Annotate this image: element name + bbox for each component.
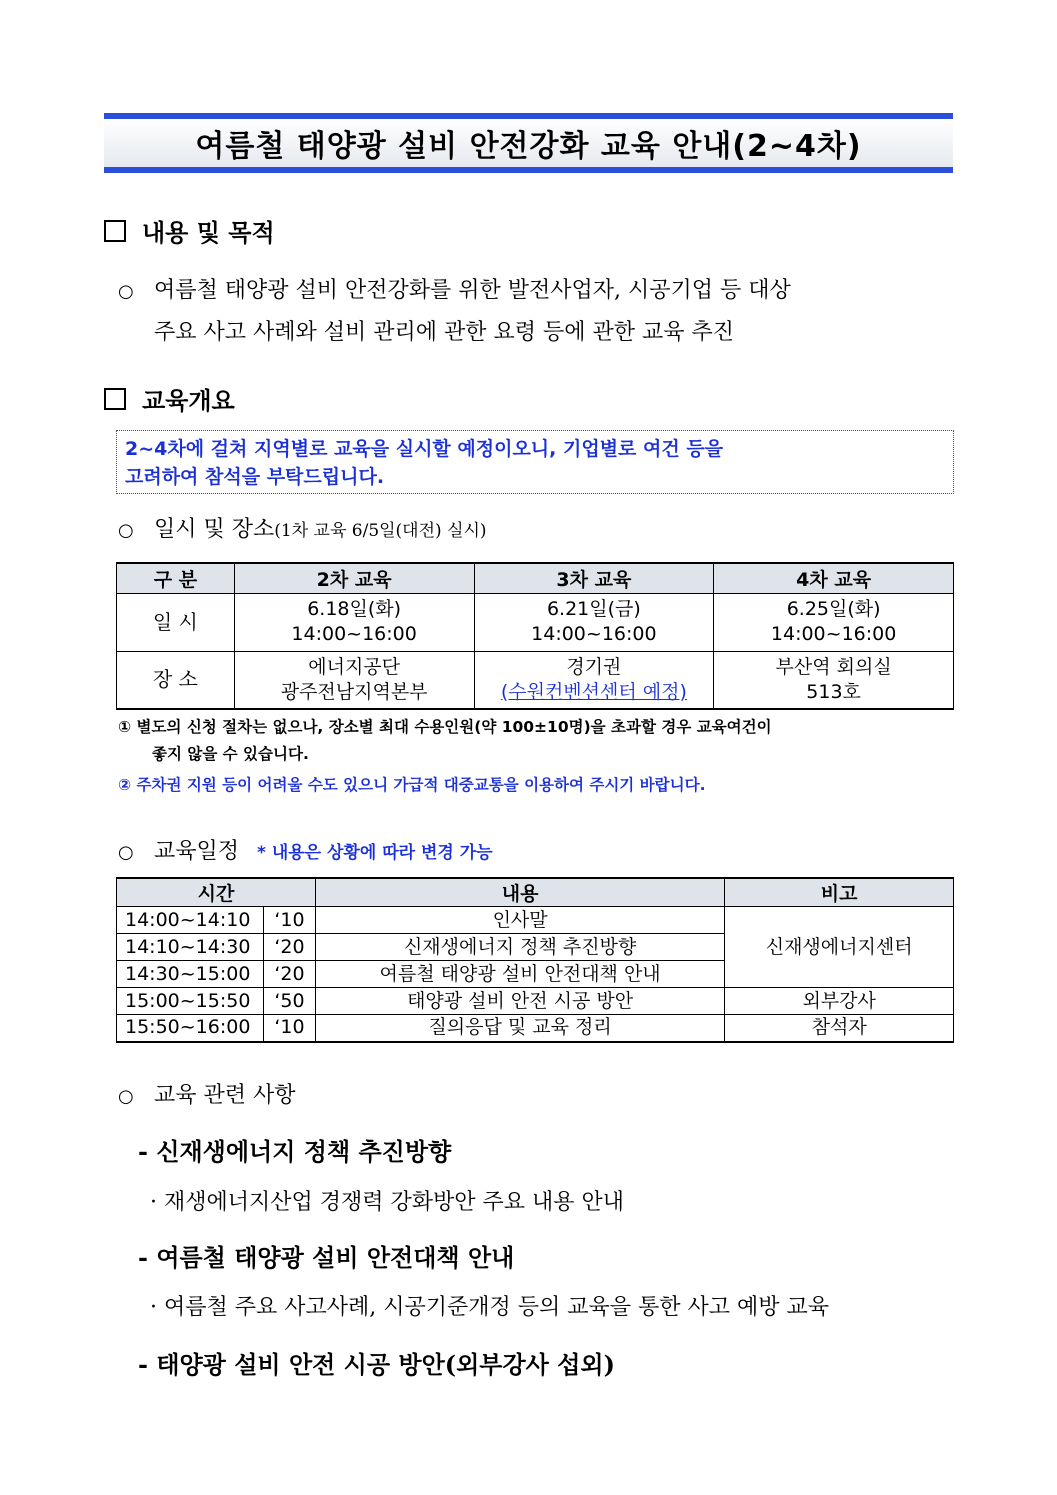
table-row bbox=[117, 1015, 954, 1042]
program-note: * 내용은 상황에 따라 변경 가능 bbox=[257, 843, 493, 863]
section-heading-overview-text: 교육개요 bbox=[142, 387, 235, 415]
place-cell bbox=[474, 651, 714, 709]
section-heading-overview bbox=[104, 381, 235, 416]
date-time: 14:00~16:00 bbox=[291, 623, 417, 645]
header-cell: 내용 bbox=[315, 878, 724, 907]
page-title: 여름철 태양광 설비 안전강화 교육 안내(2~4차) bbox=[195, 129, 862, 164]
place-line: 부산역 회의실 bbox=[775, 655, 892, 678]
place-line: 광주전남지역본부 bbox=[280, 680, 428, 703]
date-day: 6.18일(화) bbox=[307, 598, 402, 620]
duration-cell: ‘10 bbox=[263, 907, 315, 934]
program-table bbox=[116, 877, 954, 1043]
table-row bbox=[117, 988, 954, 1015]
header-cell: 3차 교육 bbox=[474, 563, 714, 593]
duration-cell: ‘50 bbox=[263, 988, 315, 1015]
hollow-circle-bullet-icon: ○ bbox=[118, 1086, 134, 1107]
time-cell: 14:00~14:10 bbox=[117, 907, 264, 934]
date-day: 6.25일(화) bbox=[786, 598, 881, 620]
place-line: 경기권 bbox=[566, 655, 622, 678]
date-cell bbox=[714, 593, 954, 651]
schedule-date-row bbox=[117, 593, 954, 651]
hollow-circle-bullet-icon: ○ bbox=[118, 281, 134, 302]
notice-line-1: 2~4차에 걸쳐 지역별로 교육을 실시할 예정이오니, 기업별로 여건 등을 bbox=[125, 438, 724, 460]
section-heading-purpose-text: 내용 및 목적 bbox=[142, 219, 275, 247]
program-heading-text: 교육일정 bbox=[154, 839, 240, 864]
row-label-date: 일 시 bbox=[117, 593, 235, 651]
header-cell: 시간 bbox=[117, 878, 316, 907]
time-cell: 14:10~14:30 bbox=[117, 934, 264, 961]
title-banner bbox=[104, 113, 953, 173]
related-item-2: - 여름철 태양광 설비 안전대책 안내 bbox=[138, 1243, 515, 1272]
duration-cell: ‘10 bbox=[263, 1015, 315, 1042]
row-label-place: 장 소 bbox=[117, 651, 235, 709]
date-day: 6.21일(금) bbox=[546, 598, 641, 620]
content-cell: 질의응답 및 교육 정리 bbox=[315, 1015, 724, 1042]
related-item-1-detail: · 재생에너지산업 경쟁력 강화방안 주요 내용 안내 bbox=[150, 1190, 624, 1215]
date-time: 14:00~16:00 bbox=[531, 623, 657, 645]
header-cell: 구 분 bbox=[117, 563, 235, 593]
place-cell bbox=[714, 651, 954, 709]
header-cell: 비고 bbox=[725, 878, 954, 907]
time-cell: 15:50~16:00 bbox=[117, 1015, 264, 1042]
related-item-1: - 신재생에너지 정책 추진방향 bbox=[138, 1137, 452, 1166]
duration-cell: ‘20 bbox=[263, 961, 315, 988]
related-item-3: - 태양광 설비 안전 시공 방안(외부강사 섭외) bbox=[138, 1350, 615, 1379]
section-heading-purpose bbox=[104, 213, 275, 248]
checkbox-square-icon bbox=[104, 220, 126, 242]
remark-cell: 외부강사 bbox=[725, 988, 954, 1015]
place-line: 에너지공단 bbox=[308, 655, 401, 678]
purpose-line-1: 여름철 태양광 설비 안전강화를 위한 발전사업자, 시공기업 등 대상 bbox=[154, 278, 791, 303]
footnote-2: ② 주차권 지원 등이 어려울 수도 있으니 가급적 대중교통을 이용하여 주시기 바랍니다. bbox=[118, 776, 706, 794]
header-cell: 4차 교육 bbox=[714, 563, 954, 593]
place-line: 513호 bbox=[806, 680, 861, 703]
place-link[interactable]: (수원컨벤션센터 예정) bbox=[500, 680, 687, 703]
time-cell: 14:30~15:00 bbox=[117, 961, 264, 988]
date-time: 14:00~16:00 bbox=[770, 623, 897, 645]
table-row bbox=[117, 907, 954, 934]
purpose-line-2: 주요 사고 사례와 설비 관리에 관한 요령 등에 관한 교육 추진 bbox=[154, 320, 734, 345]
hollow-circle-bullet-icon: ○ bbox=[118, 842, 134, 863]
schedule-table-header-row bbox=[117, 563, 954, 593]
content-cell: 신재생에너지 정책 추진방향 bbox=[315, 934, 724, 961]
content-cell: 태양광 설비 안전 시공 방안 bbox=[315, 988, 724, 1015]
footnote-1 bbox=[118, 714, 958, 768]
date-cell bbox=[474, 593, 714, 651]
schedule-heading bbox=[118, 512, 487, 543]
duration-cell: ‘20 bbox=[263, 934, 315, 961]
related-heading-text: 교육 관련 사항 bbox=[154, 1083, 296, 1108]
notice-box bbox=[116, 430, 954, 494]
hollow-circle-bullet-icon: ○ bbox=[118, 520, 134, 541]
content-cell: 인사말 bbox=[315, 907, 724, 934]
time-cell: 15:00~15:50 bbox=[117, 988, 264, 1015]
footnote-1-line-1: ① 별도의 신청 절차는 없으나, 장소별 최대 수용인원(약 100±10명)을 초과할 경우 교육여건이 bbox=[118, 718, 772, 736]
program-heading bbox=[118, 834, 493, 865]
date-cell bbox=[234, 593, 474, 651]
related-heading bbox=[118, 1078, 296, 1109]
schedule-note: (1차 교육 6/5일(대전) 실시) bbox=[274, 521, 487, 541]
purpose-paragraph bbox=[118, 270, 958, 353]
program-table-header-row bbox=[117, 878, 954, 907]
footnote-1-line-2: 좋지 않을 수 있습니다. bbox=[152, 745, 309, 763]
remark-cell: 신재생에너지센터 bbox=[725, 907, 954, 988]
header-cell: 2차 교육 bbox=[234, 563, 474, 593]
schedule-table bbox=[116, 562, 954, 710]
schedule-place-row bbox=[117, 651, 954, 709]
content-cell: 여름철 태양광 설비 안전대책 안내 bbox=[315, 961, 724, 988]
place-cell bbox=[234, 651, 474, 709]
checkbox-square-icon bbox=[104, 388, 126, 410]
schedule-heading-text: 일시 및 장소 bbox=[154, 517, 275, 542]
remark-cell: 참석자 bbox=[725, 1015, 954, 1042]
notice-line-2: 고려하여 참석을 부탁드립니다. bbox=[125, 466, 385, 488]
related-item-2-detail: · 여름철 주요 사고사례, 시공기준개정 등의 교육을 통한 사고 예방 교육 bbox=[150, 1295, 829, 1320]
